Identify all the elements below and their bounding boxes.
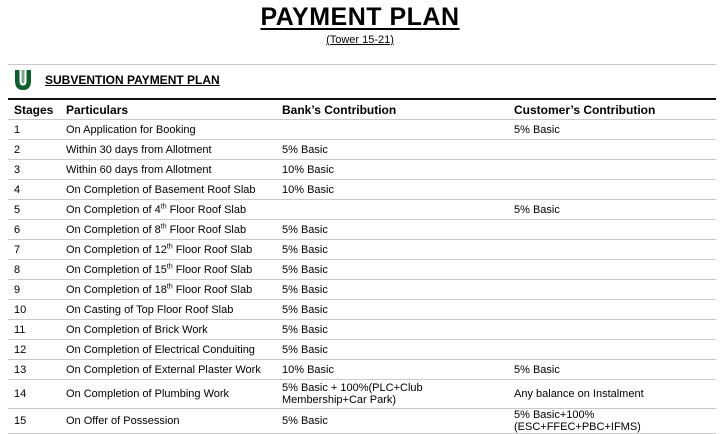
bank-contribution-cell: 5% Basic [276,140,508,160]
bank-contribution-cell: 5% Basic [276,240,508,260]
bank-contribution-cell [276,120,508,140]
customer-contribution-cell [508,240,716,260]
particulars-text: Within 30 days from Allotment [66,143,212,156]
column-header-customer-contribution: Customer’s Contribution [508,99,716,120]
table-header-row [8,99,716,120]
particulars-cell [60,300,276,320]
customer-contribution-cell [508,320,716,340]
stage-cell: 11 [8,320,60,340]
customer-contribution-cell [508,220,716,240]
bank-contribution-cell [276,200,508,220]
stage-cell: 5 [8,200,60,220]
bank-contribution-cell: 10% Basic [276,360,508,380]
ordinal-suffix: th [160,202,167,210]
stage-cell: 12 [8,340,60,360]
particulars-text: On Completion of 4 [66,203,161,216]
particulars-text: On Application for Booking [66,123,196,136]
stage-cell: 3 [8,160,60,180]
stage-cell: 1 [8,120,60,140]
customer-contribution-cell: 5% Basic [508,120,716,140]
particulars-cell [60,280,276,300]
customer-contribution-cell: 5% Basic [508,200,716,220]
plan-title: SUBVENTION PAYMENT PLAN [45,73,220,87]
customer-contribution-cell [508,300,716,320]
stage-cell: 14 [8,380,60,409]
particulars-text-rest: Floor Roof Slab [172,283,253,296]
bank-contribution-cell: 5% Basic + 100%(PLC+Club Membership+Car Park) [276,380,508,409]
stage-cell: 4 [8,180,60,200]
bank-contribution-cell: 5% Basic [276,220,508,240]
table-row [8,300,716,320]
particulars-cell [60,180,276,200]
bank-contribution-cell: 5% Basic [276,280,508,300]
particulars-cell [60,160,276,180]
stage-cell: 2 [8,140,60,160]
particulars-text: On Completion of Electrical Conduiting [66,343,255,356]
customer-contribution-cell [508,180,716,200]
particulars-text: On Completion of External Plaster Work [66,363,261,376]
customer-contribution-cell [508,260,716,280]
table-row [8,380,716,409]
stage-cell: 7 [8,240,60,260]
particulars-cell [60,140,276,160]
particulars-text: On Completion of 15 [66,263,167,276]
ordinal-suffix: th [166,282,173,290]
column-header-particulars: Particulars [60,99,276,120]
particulars-text: On Completion of 18 [66,283,167,296]
particulars-cell [60,220,276,240]
table-row [8,409,716,434]
table-row [8,180,716,200]
particulars-cell [60,260,276,280]
table-row [8,140,716,160]
bank-contribution-cell: 5% Basic [276,300,508,320]
column-header-bank-contribution: Bank’s Contribution [276,99,508,120]
customer-contribution-cell: 5% Basic+100%(ESC+FFEC+PBC+IFMS) [508,409,716,434]
table-row [8,200,716,220]
particulars-text: On Completion of Basement Roof Slab [66,183,256,196]
particulars-text-rest: Floor Roof Slab [166,203,247,216]
bank-contribution-cell: 5% Basic [276,320,508,340]
customer-contribution-cell [508,140,716,160]
column-header-stages: Stages [8,99,60,120]
table-row [8,340,716,360]
table-row [8,160,716,180]
particulars-cell [60,360,276,380]
ordinal-suffix: th [160,222,167,230]
ordinal-suffix: th [166,242,173,250]
page-title: PAYMENT PLAN [260,3,460,31]
u-shield-logo-icon [12,68,34,92]
stage-cell: 8 [8,260,60,280]
stage-cell: 6 [8,220,60,240]
particulars-cell [60,120,276,140]
bank-contribution-cell: 10% Basic [276,160,508,180]
stage-cell: 13 [8,360,60,380]
particulars-text-rest: Floor Roof Slab [166,223,247,236]
particulars-cell [60,340,276,360]
particulars-cell [60,409,276,434]
particulars-cell [60,380,276,409]
customer-contribution-cell [508,340,716,360]
table-row [8,280,716,300]
bank-contribution-cell: 5% Basic [276,260,508,280]
customer-contribution-cell [508,280,716,300]
table-row [8,120,716,140]
customer-contribution-cell: Any balance on Instalment [508,380,716,409]
stage-cell: 15 [8,409,60,434]
particulars-text: On Casting of Top Floor Roof Slab [66,303,234,316]
particulars-text: On Offer of Possession [66,415,180,427]
particulars-cell [60,240,276,260]
payment-plan-table [8,98,716,434]
particulars-text: On Completion of Brick Work [66,323,208,336]
customer-contribution-cell [508,160,716,180]
table-row [8,320,716,340]
table-row [8,360,716,380]
particulars-cell [60,320,276,340]
particulars-cell [60,200,276,220]
table-row [8,240,716,260]
page-subtitle: (Tower 15-21) [326,34,394,46]
bank-contribution-cell: 5% Basic [276,409,508,434]
particulars-text: On Completion of 8 [66,223,161,236]
stage-cell: 10 [8,300,60,320]
section-divider [8,64,716,65]
table-row [8,220,716,240]
bank-contribution-cell: 10% Basic [276,180,508,200]
particulars-text-rest: Floor Roof Slab [172,243,253,256]
particulars-text-rest: Floor Roof Slab [172,263,253,276]
stage-cell: 9 [8,280,60,300]
ordinal-suffix: th [166,262,173,270]
customer-contribution-cell: 5% Basic [508,360,716,380]
particulars-text: Within 60 days from Allotment [66,163,212,176]
bank-contribution-cell: 5% Basic [276,340,508,360]
table-row [8,260,716,280]
particulars-text: On Completion of 12 [66,243,167,256]
particulars-text: On Completion of Plumbing Work [66,388,230,400]
